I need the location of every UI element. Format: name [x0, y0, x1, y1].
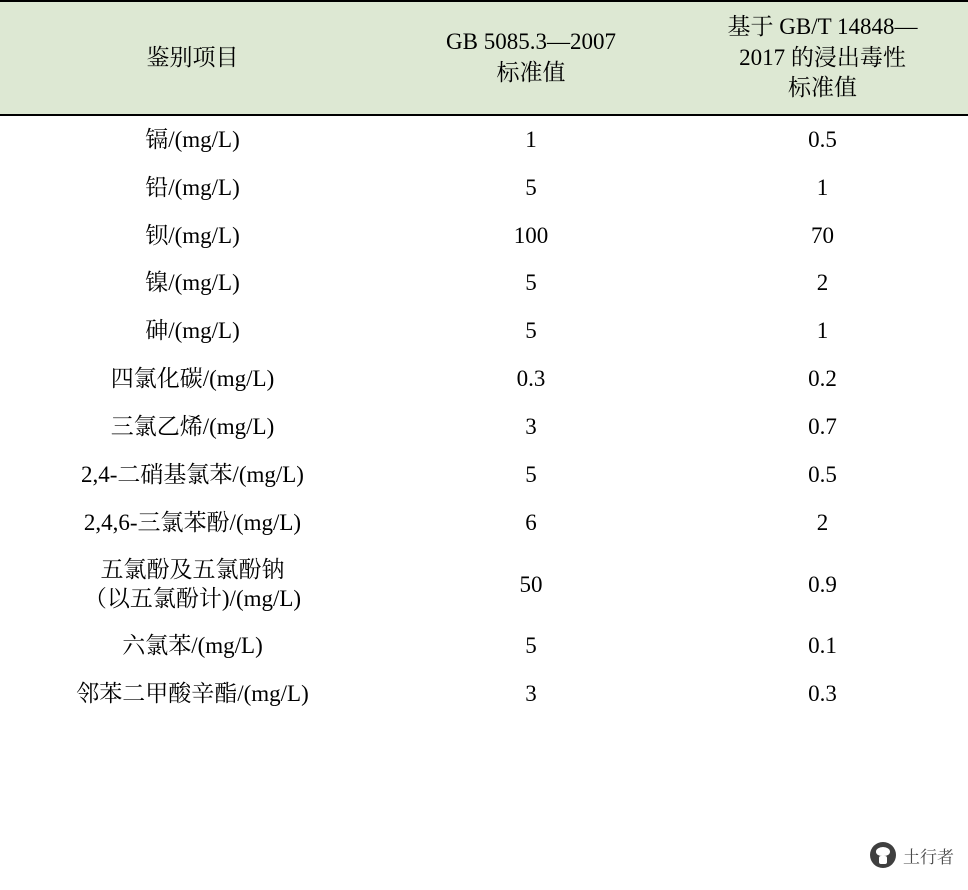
cell-gb5085: 0.3	[516, 366, 546, 392]
cell-item: 六氯苯/(mg/L)	[122, 633, 263, 659]
cell-gbt14848: 0.7	[808, 414, 837, 440]
cell-gbt14848: 1	[816, 318, 829, 344]
cell-gb5085: 5	[525, 633, 537, 659]
column-header-item-line1: 鉴别项目	[146, 44, 239, 70]
cell-item: 邻苯二甲酸辛酯/(mg/L)	[76, 681, 309, 707]
table-row	[0, 307, 968, 355]
cell-gb5085: 5	[525, 174, 537, 200]
column-header-item	[0, 1, 385, 115]
table-row	[0, 499, 968, 547]
cell-gbt14848: 0.2	[808, 366, 837, 392]
watermark	[870, 842, 954, 868]
column-header-gbt14848-line1: 基于 GB/T 14848—	[727, 14, 918, 39]
cell-item-line1: 五氯酚及五氯酚钠	[100, 556, 285, 582]
cell-item: 砷/(mg/L)	[145, 318, 240, 344]
cell-gb5085: 5	[525, 318, 537, 344]
table-row	[0, 164, 968, 212]
column-header-gb5085	[385, 1, 677, 115]
table-row	[0, 355, 968, 403]
table-row	[0, 547, 968, 623]
column-header-gbt14848	[677, 1, 968, 115]
cell-item: 2,4,6-三氯苯酚/(mg/L)	[83, 509, 302, 535]
table-row	[0, 259, 968, 307]
cell-gbt14848: 0.9	[808, 571, 837, 597]
cell-gb5085: 3	[525, 681, 537, 707]
cell-item: 镍/(mg/L)	[145, 270, 240, 296]
cell-gb5085: 3	[525, 414, 537, 440]
cell-item: 四氯化碳/(mg/L)	[110, 366, 275, 392]
cell-item: 2,4-二硝基氯苯/(mg/L)	[81, 461, 304, 487]
cell-item	[0, 547, 385, 623]
cell-gb5085: 1	[525, 126, 537, 152]
table-row	[0, 212, 968, 260]
cell-gb5085: 5	[525, 270, 537, 296]
cell-gb5085: 5	[525, 461, 537, 487]
cell-item-line2: （以五氯酚计)/(mg/L)	[83, 585, 302, 611]
cell-gb5085: 100	[513, 222, 549, 248]
table-row	[0, 622, 968, 670]
table-row	[0, 451, 968, 499]
table-body	[0, 115, 968, 718]
umbrella-person-icon	[870, 842, 896, 868]
table-header	[0, 1, 968, 115]
column-header-gb5085-line2: 标准值	[496, 59, 566, 85]
table-row	[0, 670, 968, 718]
header-row	[0, 1, 968, 115]
cell-item: 镉/(mg/L)	[145, 126, 240, 152]
cell-gbt14848: 0.5	[808, 126, 837, 152]
cell-item: 铅/(mg/L)	[145, 174, 240, 200]
cell-gbt14848: 0.1	[808, 633, 837, 659]
cell-gbt14848: 2	[816, 509, 829, 535]
cell-gbt14848: 2	[816, 270, 829, 296]
cell-gbt14848: 0.3	[808, 681, 837, 707]
cell-gbt14848: 1	[816, 174, 829, 200]
cell-item: 三氯乙烯/(mg/L)	[110, 414, 275, 440]
cell-gbt14848: 0.5	[808, 461, 837, 487]
cell-gbt14848: 70	[811, 222, 834, 248]
cell-gb5085: 50	[519, 571, 543, 597]
cell-item: 钡/(mg/L)	[145, 222, 240, 248]
watermark-label: 土行者	[903, 847, 954, 867]
cell-gb5085: 6	[525, 509, 537, 535]
table-row	[0, 115, 968, 164]
table-row	[0, 403, 968, 451]
column-header-gb5085-line1: GB 5085.3—2007	[446, 29, 616, 55]
column-header-gbt14848-line3: 标准值	[788, 75, 857, 101]
column-header-gbt14848-line2: 2017 的浸出毒性	[739, 44, 906, 70]
